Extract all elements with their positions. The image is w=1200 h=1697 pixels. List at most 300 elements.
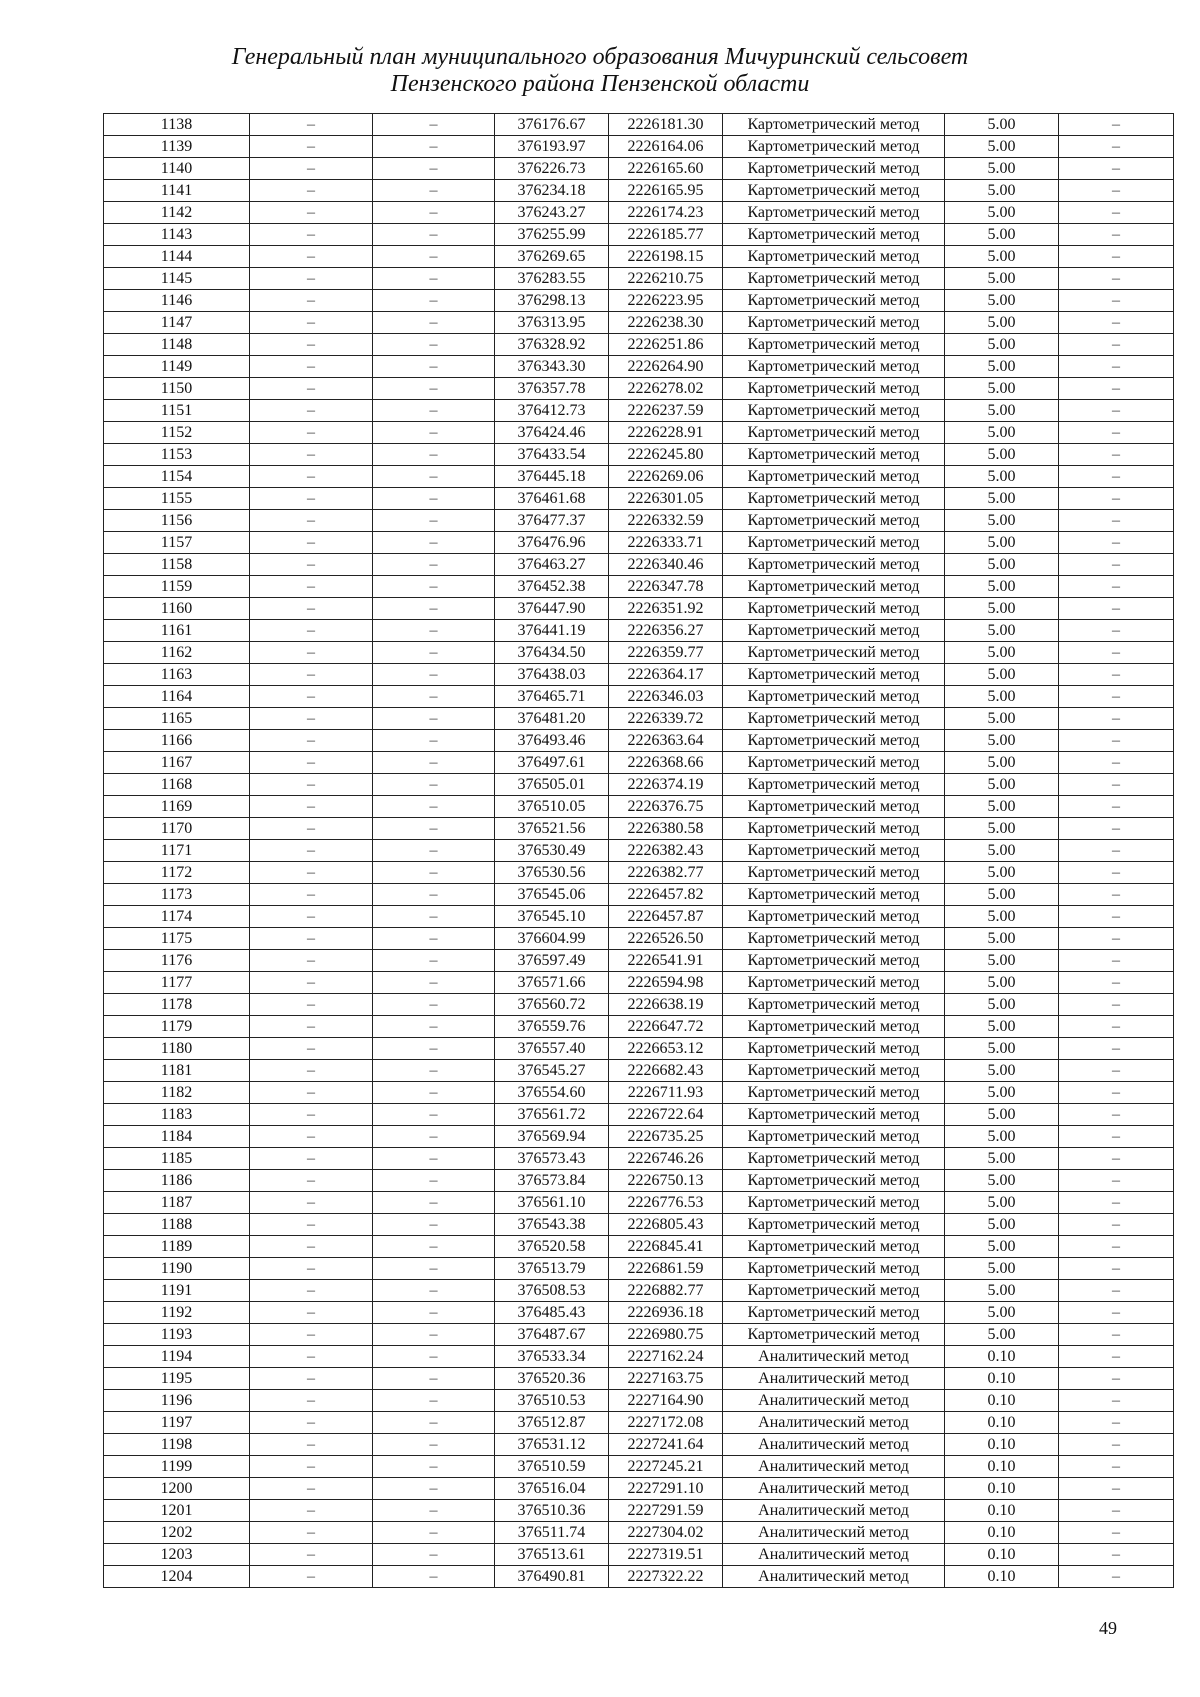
table-row xyxy=(104,532,1174,554)
table-row xyxy=(104,1544,1174,1566)
x-coordinate-cell: 376531.12 xyxy=(495,1434,609,1456)
point-number-cell: 1203 xyxy=(104,1544,250,1566)
x-coordinate-cell: 376557.40 xyxy=(495,1038,609,1060)
table-row xyxy=(104,356,1174,378)
col-2-cell: – xyxy=(250,994,373,1016)
col-3-cell: – xyxy=(373,928,495,950)
x-coordinate-cell: 376497.61 xyxy=(495,752,609,774)
accuracy-cell: 5.00 xyxy=(945,1148,1059,1170)
description-cell: – xyxy=(1059,444,1174,466)
method-cell: Картометрический метод xyxy=(723,664,945,686)
accuracy-cell: 5.00 xyxy=(945,1214,1059,1236)
y-coordinate-cell: 2226380.58 xyxy=(609,818,723,840)
col-2-cell: – xyxy=(250,1500,373,1522)
y-coordinate-cell: 2226526.50 xyxy=(609,928,723,950)
y-coordinate-cell: 2226332.59 xyxy=(609,510,723,532)
x-coordinate-cell: 376530.49 xyxy=(495,840,609,862)
accuracy-cell: 5.00 xyxy=(945,950,1059,972)
x-coordinate-cell: 376508.53 xyxy=(495,1280,609,1302)
y-coordinate-cell: 2226346.03 xyxy=(609,686,723,708)
description-cell: – xyxy=(1059,1236,1174,1258)
col-2-cell: – xyxy=(250,642,373,664)
col-2-cell: – xyxy=(250,378,373,400)
table-row xyxy=(104,554,1174,576)
table-row xyxy=(104,994,1174,1016)
table-row xyxy=(104,444,1174,466)
table-row xyxy=(104,1148,1174,1170)
accuracy-cell: 5.00 xyxy=(945,554,1059,576)
col-3-cell: – xyxy=(373,1104,495,1126)
table-row xyxy=(104,686,1174,708)
col-3-cell: – xyxy=(373,1016,495,1038)
method-cell: Картометрический метод xyxy=(723,862,945,884)
col-3-cell: – xyxy=(373,1544,495,1566)
method-cell: Картометрический метод xyxy=(723,1214,945,1236)
table-row xyxy=(104,818,1174,840)
col-3-cell: – xyxy=(373,1390,495,1412)
point-number-cell: 1175 xyxy=(104,928,250,950)
col-3-cell: – xyxy=(373,444,495,466)
y-coordinate-cell: 2226245.80 xyxy=(609,444,723,466)
table-row xyxy=(104,796,1174,818)
col-3-cell: – xyxy=(373,1500,495,1522)
method-cell: Картометрический метод xyxy=(723,928,945,950)
method-cell: Картометрический метод xyxy=(723,840,945,862)
point-number-cell: 1192 xyxy=(104,1302,250,1324)
method-cell: Картометрический метод xyxy=(723,994,945,1016)
y-coordinate-cell: 2226269.06 xyxy=(609,466,723,488)
x-coordinate-cell: 376438.03 xyxy=(495,664,609,686)
table-row xyxy=(104,422,1174,444)
col-3-cell: – xyxy=(373,1456,495,1478)
method-cell: Картометрический метод xyxy=(723,268,945,290)
table-row xyxy=(104,1258,1174,1280)
point-number-cell: 1151 xyxy=(104,400,250,422)
col-2-cell: – xyxy=(250,1456,373,1478)
x-coordinate-cell: 376511.74 xyxy=(495,1522,609,1544)
x-coordinate-cell: 376530.56 xyxy=(495,862,609,884)
x-coordinate-cell: 376493.46 xyxy=(495,730,609,752)
col-2-cell: – xyxy=(250,1016,373,1038)
description-cell: – xyxy=(1059,1522,1174,1544)
accuracy-cell: 5.00 xyxy=(945,1016,1059,1038)
accuracy-cell: 5.00 xyxy=(945,488,1059,510)
method-cell: Картометрический метод xyxy=(723,708,945,730)
x-coordinate-cell: 376510.59 xyxy=(495,1456,609,1478)
method-cell: Картометрический метод xyxy=(723,444,945,466)
accuracy-cell: 5.00 xyxy=(945,1280,1059,1302)
description-cell: – xyxy=(1059,246,1174,268)
y-coordinate-cell: 2227319.51 xyxy=(609,1544,723,1566)
y-coordinate-cell: 2227241.64 xyxy=(609,1434,723,1456)
y-coordinate-cell: 2226735.25 xyxy=(609,1126,723,1148)
method-cell: Картометрический метод xyxy=(723,400,945,422)
x-coordinate-cell: 376477.37 xyxy=(495,510,609,532)
accuracy-cell: 5.00 xyxy=(945,972,1059,994)
point-number-cell: 1172 xyxy=(104,862,250,884)
method-cell: Картометрический метод xyxy=(723,818,945,840)
point-number-cell: 1187 xyxy=(104,1192,250,1214)
accuracy-cell: 5.00 xyxy=(945,796,1059,818)
method-cell: Картометрический метод xyxy=(723,1060,945,1082)
y-coordinate-cell: 2226340.46 xyxy=(609,554,723,576)
description-cell: – xyxy=(1059,202,1174,224)
table-row xyxy=(104,1104,1174,1126)
accuracy-cell: 5.00 xyxy=(945,686,1059,708)
method-cell: Картометрический метод xyxy=(723,532,945,554)
col-3-cell: – xyxy=(373,1148,495,1170)
description-cell: – xyxy=(1059,1258,1174,1280)
col-2-cell: – xyxy=(250,268,373,290)
point-number-cell: 1140 xyxy=(104,158,250,180)
col-3-cell: – xyxy=(373,488,495,510)
description-cell: – xyxy=(1059,1104,1174,1126)
col-3-cell: – xyxy=(373,334,495,356)
accuracy-cell: 5.00 xyxy=(945,202,1059,224)
description-cell: – xyxy=(1059,1016,1174,1038)
col-3-cell: – xyxy=(373,752,495,774)
table-row xyxy=(104,378,1174,400)
table-row xyxy=(104,1478,1174,1500)
x-coordinate-cell: 376490.81 xyxy=(495,1566,609,1588)
point-number-cell: 1183 xyxy=(104,1104,250,1126)
point-number-cell: 1153 xyxy=(104,444,250,466)
col-3-cell: – xyxy=(373,1170,495,1192)
method-cell: Картометрический метод xyxy=(723,1324,945,1346)
point-number-cell: 1164 xyxy=(104,686,250,708)
description-cell: – xyxy=(1059,422,1174,444)
table-row xyxy=(104,180,1174,202)
col-3-cell: – xyxy=(373,884,495,906)
description-cell: – xyxy=(1059,840,1174,862)
col-3-cell: – xyxy=(373,972,495,994)
method-cell: Картометрический метод xyxy=(723,1192,945,1214)
col-2-cell: – xyxy=(250,246,373,268)
point-number-cell: 1154 xyxy=(104,466,250,488)
accuracy-cell: 5.00 xyxy=(945,1258,1059,1280)
col-3-cell: – xyxy=(373,1192,495,1214)
table-row xyxy=(104,1038,1174,1060)
col-3-cell: – xyxy=(373,554,495,576)
table-row xyxy=(104,928,1174,950)
col-3-cell: – xyxy=(373,224,495,246)
table-row xyxy=(104,598,1174,620)
col-3-cell: – xyxy=(373,906,495,928)
table-row xyxy=(104,202,1174,224)
x-coordinate-cell: 376521.56 xyxy=(495,818,609,840)
x-coordinate-cell: 376255.99 xyxy=(495,224,609,246)
accuracy-cell: 5.00 xyxy=(945,532,1059,554)
y-coordinate-cell: 2226165.95 xyxy=(609,180,723,202)
description-cell: – xyxy=(1059,312,1174,334)
description-cell: – xyxy=(1059,1324,1174,1346)
x-coordinate-cell: 376441.19 xyxy=(495,620,609,642)
point-number-cell: 1204 xyxy=(104,1566,250,1588)
y-coordinate-cell: 2226746.26 xyxy=(609,1148,723,1170)
col-2-cell: – xyxy=(250,1566,373,1588)
point-number-cell: 1195 xyxy=(104,1368,250,1390)
point-number-cell: 1193 xyxy=(104,1324,250,1346)
table-row xyxy=(104,1434,1174,1456)
x-coordinate-cell: 376298.13 xyxy=(495,290,609,312)
table-row xyxy=(104,1016,1174,1038)
point-number-cell: 1196 xyxy=(104,1390,250,1412)
y-coordinate-cell: 2227172.08 xyxy=(609,1412,723,1434)
y-coordinate-cell: 2226347.78 xyxy=(609,576,723,598)
col-2-cell: – xyxy=(250,796,373,818)
col-2-cell: – xyxy=(250,114,373,136)
point-number-cell: 1188 xyxy=(104,1214,250,1236)
x-coordinate-cell: 376343.30 xyxy=(495,356,609,378)
accuracy-cell: 5.00 xyxy=(945,862,1059,884)
col-3-cell: – xyxy=(373,1060,495,1082)
table-row xyxy=(104,840,1174,862)
accuracy-cell: 5.00 xyxy=(945,840,1059,862)
col-2-cell: – xyxy=(250,1082,373,1104)
point-number-cell: 1146 xyxy=(104,290,250,312)
point-number-cell: 1168 xyxy=(104,774,250,796)
method-cell: Картометрический метод xyxy=(723,224,945,246)
accuracy-cell: 5.00 xyxy=(945,246,1059,268)
x-coordinate-cell: 376573.43 xyxy=(495,1148,609,1170)
col-2-cell: – xyxy=(250,928,373,950)
method-cell: Аналитический метод xyxy=(723,1390,945,1412)
y-coordinate-cell: 2226682.43 xyxy=(609,1060,723,1082)
col-2-cell: – xyxy=(250,510,373,532)
method-cell: Аналитический метод xyxy=(723,1522,945,1544)
header-title-line-2: Пензенского района Пензенской области xyxy=(390,71,810,97)
y-coordinate-cell: 2226339.72 xyxy=(609,708,723,730)
method-cell: Картометрический метод xyxy=(723,1280,945,1302)
table-row xyxy=(104,620,1174,642)
y-coordinate-cell: 2227164.90 xyxy=(609,1390,723,1412)
accuracy-cell: 5.00 xyxy=(945,400,1059,422)
col-2-cell: – xyxy=(250,1522,373,1544)
table-row xyxy=(104,1412,1174,1434)
method-cell: Картометрический метод xyxy=(723,950,945,972)
point-number-cell: 1179 xyxy=(104,1016,250,1038)
table-row xyxy=(104,642,1174,664)
col-3-cell: – xyxy=(373,620,495,642)
point-number-cell: 1170 xyxy=(104,818,250,840)
col-3-cell: – xyxy=(373,686,495,708)
method-cell: Аналитический метод xyxy=(723,1368,945,1390)
x-coordinate-cell: 376559.76 xyxy=(495,1016,609,1038)
x-coordinate-cell: 376520.36 xyxy=(495,1368,609,1390)
description-cell: – xyxy=(1059,136,1174,158)
point-number-cell: 1162 xyxy=(104,642,250,664)
accuracy-cell: 5.00 xyxy=(945,224,1059,246)
col-2-cell: – xyxy=(250,1346,373,1368)
point-number-cell: 1191 xyxy=(104,1280,250,1302)
table-row xyxy=(104,466,1174,488)
method-cell: Картометрический метод xyxy=(723,642,945,664)
method-cell: Картометрический метод xyxy=(723,1236,945,1258)
point-number-cell: 1147 xyxy=(104,312,250,334)
method-cell: Картометрический метод xyxy=(723,554,945,576)
col-3-cell: – xyxy=(373,1126,495,1148)
x-coordinate-cell: 376597.49 xyxy=(495,950,609,972)
x-coordinate-cell: 376510.36 xyxy=(495,1500,609,1522)
y-coordinate-cell: 2226238.30 xyxy=(609,312,723,334)
x-coordinate-cell: 376434.50 xyxy=(495,642,609,664)
x-coordinate-cell: 376485.43 xyxy=(495,1302,609,1324)
page-number: 49 xyxy=(1099,1618,1117,1638)
col-3-cell: – xyxy=(373,400,495,422)
y-coordinate-cell: 2226980.75 xyxy=(609,1324,723,1346)
method-cell: Картометрический метод xyxy=(723,312,945,334)
col-3-cell: – xyxy=(373,1368,495,1390)
description-cell: – xyxy=(1059,114,1174,136)
method-cell: Картометрический метод xyxy=(723,180,945,202)
table-row xyxy=(104,268,1174,290)
col-3-cell: – xyxy=(373,664,495,686)
method-cell: Картометрический метод xyxy=(723,334,945,356)
point-number-cell: 1202 xyxy=(104,1522,250,1544)
point-number-cell: 1178 xyxy=(104,994,250,1016)
description-cell: – xyxy=(1059,290,1174,312)
y-coordinate-cell: 2226722.64 xyxy=(609,1104,723,1126)
col-3-cell: – xyxy=(373,1082,495,1104)
point-number-cell: 1171 xyxy=(104,840,250,862)
col-2-cell: – xyxy=(250,1324,373,1346)
point-number-cell: 1190 xyxy=(104,1258,250,1280)
description-cell: – xyxy=(1059,972,1174,994)
method-cell: Аналитический метод xyxy=(723,1456,945,1478)
y-coordinate-cell: 2226647.72 xyxy=(609,1016,723,1038)
description-cell: – xyxy=(1059,1434,1174,1456)
table-row xyxy=(104,1302,1174,1324)
accuracy-cell: 0.10 xyxy=(945,1522,1059,1544)
col-3-cell: – xyxy=(373,532,495,554)
col-3-cell: – xyxy=(373,246,495,268)
method-cell: Картометрический метод xyxy=(723,158,945,180)
y-coordinate-cell: 2226359.77 xyxy=(609,642,723,664)
y-coordinate-cell: 2226301.05 xyxy=(609,488,723,510)
y-coordinate-cell: 2226711.93 xyxy=(609,1082,723,1104)
point-number-cell: 1158 xyxy=(104,554,250,576)
point-number-cell: 1139 xyxy=(104,136,250,158)
point-number-cell: 1157 xyxy=(104,532,250,554)
table-row xyxy=(104,1456,1174,1478)
y-coordinate-cell: 2227162.24 xyxy=(609,1346,723,1368)
col-2-cell: – xyxy=(250,312,373,334)
point-number-cell: 1138 xyxy=(104,114,250,136)
y-coordinate-cell: 2227291.59 xyxy=(609,1500,723,1522)
accuracy-cell: 0.10 xyxy=(945,1544,1059,1566)
x-coordinate-cell: 376243.27 xyxy=(495,202,609,224)
coordinates-table xyxy=(103,113,1174,1588)
x-coordinate-cell: 376561.72 xyxy=(495,1104,609,1126)
table-row xyxy=(104,114,1174,136)
col-2-cell: – xyxy=(250,158,373,180)
y-coordinate-cell: 2226223.95 xyxy=(609,290,723,312)
point-number-cell: 1167 xyxy=(104,752,250,774)
table-row xyxy=(104,1126,1174,1148)
x-coordinate-cell: 376560.72 xyxy=(495,994,609,1016)
x-coordinate-cell: 376545.27 xyxy=(495,1060,609,1082)
col-3-cell: – xyxy=(373,796,495,818)
description-cell: – xyxy=(1059,510,1174,532)
accuracy-cell: 0.10 xyxy=(945,1412,1059,1434)
point-number-cell: 1189 xyxy=(104,1236,250,1258)
col-3-cell: – xyxy=(373,356,495,378)
x-coordinate-cell: 376234.18 xyxy=(495,180,609,202)
col-3-cell: – xyxy=(373,136,495,158)
col-2-cell: – xyxy=(250,1280,373,1302)
accuracy-cell: 5.00 xyxy=(945,1192,1059,1214)
description-cell: – xyxy=(1059,906,1174,928)
x-coordinate-cell: 376313.95 xyxy=(495,312,609,334)
point-number-cell: 1176 xyxy=(104,950,250,972)
col-2-cell: – xyxy=(250,422,373,444)
method-cell: Картометрический метод xyxy=(723,114,945,136)
description-cell: – xyxy=(1059,532,1174,554)
y-coordinate-cell: 2226368.66 xyxy=(609,752,723,774)
col-2-cell: – xyxy=(250,1478,373,1500)
accuracy-cell: 0.10 xyxy=(945,1456,1059,1478)
point-number-cell: 1194 xyxy=(104,1346,250,1368)
col-2-cell: – xyxy=(250,202,373,224)
y-coordinate-cell: 2227322.22 xyxy=(609,1566,723,1588)
col-3-cell: – xyxy=(373,290,495,312)
col-2-cell: – xyxy=(250,906,373,928)
description-cell: – xyxy=(1059,1544,1174,1566)
y-coordinate-cell: 2226750.13 xyxy=(609,1170,723,1192)
accuracy-cell: 5.00 xyxy=(945,928,1059,950)
accuracy-cell: 0.10 xyxy=(945,1566,1059,1588)
description-cell: – xyxy=(1059,862,1174,884)
col-2-cell: – xyxy=(250,444,373,466)
accuracy-cell: 5.00 xyxy=(945,576,1059,598)
description-cell: – xyxy=(1059,158,1174,180)
description-cell: – xyxy=(1059,994,1174,1016)
table-row xyxy=(104,1390,1174,1412)
method-cell: Аналитический метод xyxy=(723,1412,945,1434)
point-number-cell: 1159 xyxy=(104,576,250,598)
table-row xyxy=(104,1192,1174,1214)
x-coordinate-cell: 376447.90 xyxy=(495,598,609,620)
description-cell: – xyxy=(1059,1082,1174,1104)
x-coordinate-cell: 376543.38 xyxy=(495,1214,609,1236)
col-3-cell: – xyxy=(373,1302,495,1324)
method-cell: Картометрический метод xyxy=(723,1302,945,1324)
col-2-cell: – xyxy=(250,1060,373,1082)
accuracy-cell: 5.00 xyxy=(945,444,1059,466)
description-cell: – xyxy=(1059,1412,1174,1434)
table-row xyxy=(104,752,1174,774)
accuracy-cell: 5.00 xyxy=(945,510,1059,532)
x-coordinate-cell: 376545.06 xyxy=(495,884,609,906)
y-coordinate-cell: 2226382.77 xyxy=(609,862,723,884)
col-2-cell: – xyxy=(250,598,373,620)
description-cell: – xyxy=(1059,1126,1174,1148)
table-row xyxy=(104,1500,1174,1522)
y-coordinate-cell: 2226805.43 xyxy=(609,1214,723,1236)
point-number-cell: 1150 xyxy=(104,378,250,400)
col-2-cell: – xyxy=(250,730,373,752)
col-3-cell: – xyxy=(373,730,495,752)
point-number-cell: 1144 xyxy=(104,246,250,268)
description-cell: – xyxy=(1059,1280,1174,1302)
method-cell: Картометрический метод xyxy=(723,1016,945,1038)
col-3-cell: – xyxy=(373,598,495,620)
x-coordinate-cell: 376561.10 xyxy=(495,1192,609,1214)
table-row xyxy=(104,488,1174,510)
description-cell: – xyxy=(1059,752,1174,774)
table-row xyxy=(104,708,1174,730)
y-coordinate-cell: 2226457.87 xyxy=(609,906,723,928)
